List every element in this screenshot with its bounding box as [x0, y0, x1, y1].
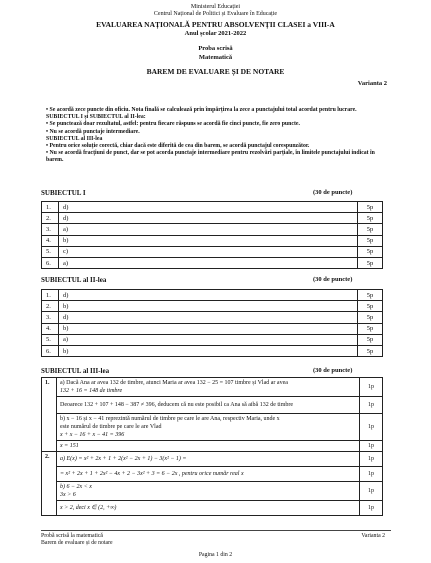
table-row	[42, 378, 383, 397]
table-row	[42, 257, 383, 268]
item-number: 2.	[42, 301, 59, 312]
answer-cell: b)	[59, 323, 358, 334]
points-cell: 1p	[360, 467, 383, 482]
item-number: 3.	[42, 224, 59, 235]
points-cell: 5p	[358, 213, 383, 224]
solution-line: x = 151	[60, 443, 79, 449]
rule-line: • Se punctează doar rezultatul, astfel: pentru fiecare răspuns se acordă fie cinci puncte, fie zero puncte.	[46, 121, 300, 128]
table-row	[42, 224, 383, 235]
answer-cell: d)	[59, 202, 358, 213]
barem-title: BAREM DE EVALUARE ȘI DE NOTARE	[146, 67, 285, 76]
solution-line: 3x > 6	[60, 492, 76, 498]
answer-cell: a)	[59, 257, 358, 268]
footer-left	[41, 533, 113, 547]
subject2-table	[41, 289, 383, 357]
item-number: 5.	[42, 246, 59, 257]
grading-rules	[46, 107, 391, 165]
item-number: 1.	[42, 290, 59, 301]
solution-line: x > 2, deci x ∈ (2, +∞)	[60, 505, 117, 511]
solution-cell	[57, 482, 360, 501]
rule-line: SUBIECTUL I și SUBIECTUL al II-lea:	[46, 114, 146, 121]
table-row	[42, 467, 383, 482]
solution-cell	[57, 414, 360, 441]
answer-cell: a)	[59, 224, 358, 235]
solution-line: = x² + 2x + 1 + 2x² − 4x + 2 − 3x² + 3 = 6 − 2x , pentru orice număr real x	[60, 471, 244, 477]
subject2-points: (30 de puncte)	[313, 276, 353, 283]
item-number: 1.	[42, 202, 59, 213]
points-cell: 5p	[358, 301, 383, 312]
subject3-points: (30 de puncte)	[313, 367, 353, 374]
answer-cell: b)	[59, 345, 358, 356]
table-row	[42, 345, 383, 356]
points-cell: 5p	[358, 290, 383, 301]
points-cell: 1p	[360, 452, 383, 467]
points-cell: 1p	[360, 397, 383, 414]
answer-cell: a)	[59, 334, 358, 345]
answer-cell: b)	[59, 301, 358, 312]
points-cell: 1p	[360, 501, 383, 516]
subject3-table	[41, 377, 383, 516]
table-row	[42, 290, 383, 301]
solution-line: b) x − 16 și x − 41 reprezintă numărul de timbre pe care le are Ana, respectiv Maria, unde x	[60, 416, 280, 422]
table-row	[42, 312, 383, 323]
center-line: Centrul Național de Politici și Evaluare în Educație	[153, 11, 278, 17]
solution-cell	[57, 501, 360, 516]
ministry-line: Ministerul Educației	[190, 4, 241, 10]
answer-cell: d)	[59, 213, 358, 224]
solution-line: este numărul de timbre pe care le are Vlad	[60, 424, 162, 430]
rule-line: • Nu se acordă fracțiuni de punct, dar se pot acorda punctaje intermediare pentru rezolvări parțiale, în limitele punctajului indicat în barem.	[46, 150, 375, 164]
points-cell: 5p	[358, 224, 383, 235]
item-number: 2.	[42, 213, 59, 224]
points-cell: 5p	[358, 312, 383, 323]
item-number: 2.	[42, 452, 57, 516]
exam-title: EVALUAREA NAȚIONALĂ PENTRU ABSOLVENȚII CLASEI a VIII-A	[96, 20, 335, 29]
test-type: Proba scrisă	[198, 45, 233, 52]
solution-cell	[57, 467, 360, 482]
solution-cell	[57, 397, 360, 414]
solution-cell	[57, 378, 360, 397]
points-cell: 5p	[358, 323, 383, 334]
points-cell: 5p	[358, 257, 383, 268]
subject-name: Matematică	[198, 54, 233, 61]
table-row	[42, 213, 383, 224]
subject1-points: (30 de puncte)	[313, 189, 353, 196]
subject2-title: SUBIECTUL al II-lea	[41, 276, 107, 284]
table-row	[42, 452, 383, 467]
school-year: Anul școlar 2021-2022	[184, 30, 247, 37]
table-row	[42, 246, 383, 257]
item-number: 6.	[42, 257, 59, 268]
item-number: 5.	[42, 334, 59, 345]
footer-line: Barem de evaluare și de notare	[41, 540, 113, 546]
variant-label: Varianta 2	[357, 80, 387, 87]
table-row	[42, 414, 383, 441]
points-cell: 1p	[360, 482, 383, 501]
rule-line: SUBIECTUL al III-lea	[46, 135, 103, 142]
answer-cell: d)	[59, 312, 358, 323]
subject1-title: SUBIECTUL I	[41, 189, 86, 197]
solution-line: x + x − 16 + x − 41 = 396	[60, 432, 125, 438]
item-number: 4.	[42, 235, 59, 246]
points-cell: 5p	[358, 345, 383, 356]
answer-cell: b)	[59, 235, 358, 246]
points-cell: 1p	[360, 378, 383, 397]
solution-cell	[57, 452, 360, 467]
points-cell: 1p	[360, 441, 383, 452]
table-row	[42, 501, 383, 516]
table-row	[42, 441, 383, 452]
table-row	[42, 397, 383, 414]
solution-line: b) 6 − 2x < x	[60, 484, 92, 490]
solution-cell	[57, 441, 360, 452]
answer-cell: c)	[59, 246, 358, 257]
footer-divider	[41, 530, 391, 531]
item-number: 6.	[42, 345, 59, 356]
item-number: 3.	[42, 312, 59, 323]
points-cell: 5p	[358, 235, 383, 246]
subject1-table	[41, 201, 383, 269]
item-number: 4.	[42, 323, 59, 334]
table-row	[42, 334, 383, 345]
rule-line: • Pentru orice soluție corectă, chiar dacă este diferită de cea din barem, se acordă punctajul corespunzător.	[46, 143, 310, 150]
table-row	[42, 202, 383, 213]
table-row	[42, 235, 383, 246]
solution-line: a) E(x) = x² + 2x + 1 + 2(x² − 2x + 1) − 3(x² − 1) =	[60, 456, 187, 462]
table-row	[42, 323, 383, 334]
points-cell: 1p	[360, 414, 383, 441]
footer-line: Probă scrisă la matematică	[41, 533, 103, 539]
solution-line: a) Dacă Ana ar avea 132 de timbre, atunci Maria ar avea 132 − 25 = 107 timbre și Vlad ar avea	[60, 380, 288, 386]
footer-variant: Varianta 2	[361, 533, 385, 539]
table-row	[42, 301, 383, 312]
points-cell: 5p	[358, 246, 383, 257]
table-row	[42, 482, 383, 501]
item-number: 1.	[42, 378, 57, 452]
points-cell: 5p	[358, 334, 383, 345]
rule-line: • Se acordă zece puncte din oficiu. Nota finală se calculează prin împărțirea la zece a punctajului total acordat pentru lucrare.	[46, 107, 357, 113]
solution-line: Deoarece 132 + 107 + 148 − 387 ≠ 396, deducem că nu este posibil ca Ana să aibă 132 de timbre	[60, 402, 294, 408]
subject3-title: SUBIECTUL al III-lea	[41, 367, 110, 375]
solution-line: 132 + 16 = 148 de timbre	[60, 388, 123, 394]
page-number: Pagina 1 din 2	[198, 552, 233, 558]
answer-cell: d)	[59, 290, 358, 301]
points-cell: 5p	[358, 202, 383, 213]
rule-line: • Nu se acordă punctaje intermediare.	[46, 128, 140, 135]
